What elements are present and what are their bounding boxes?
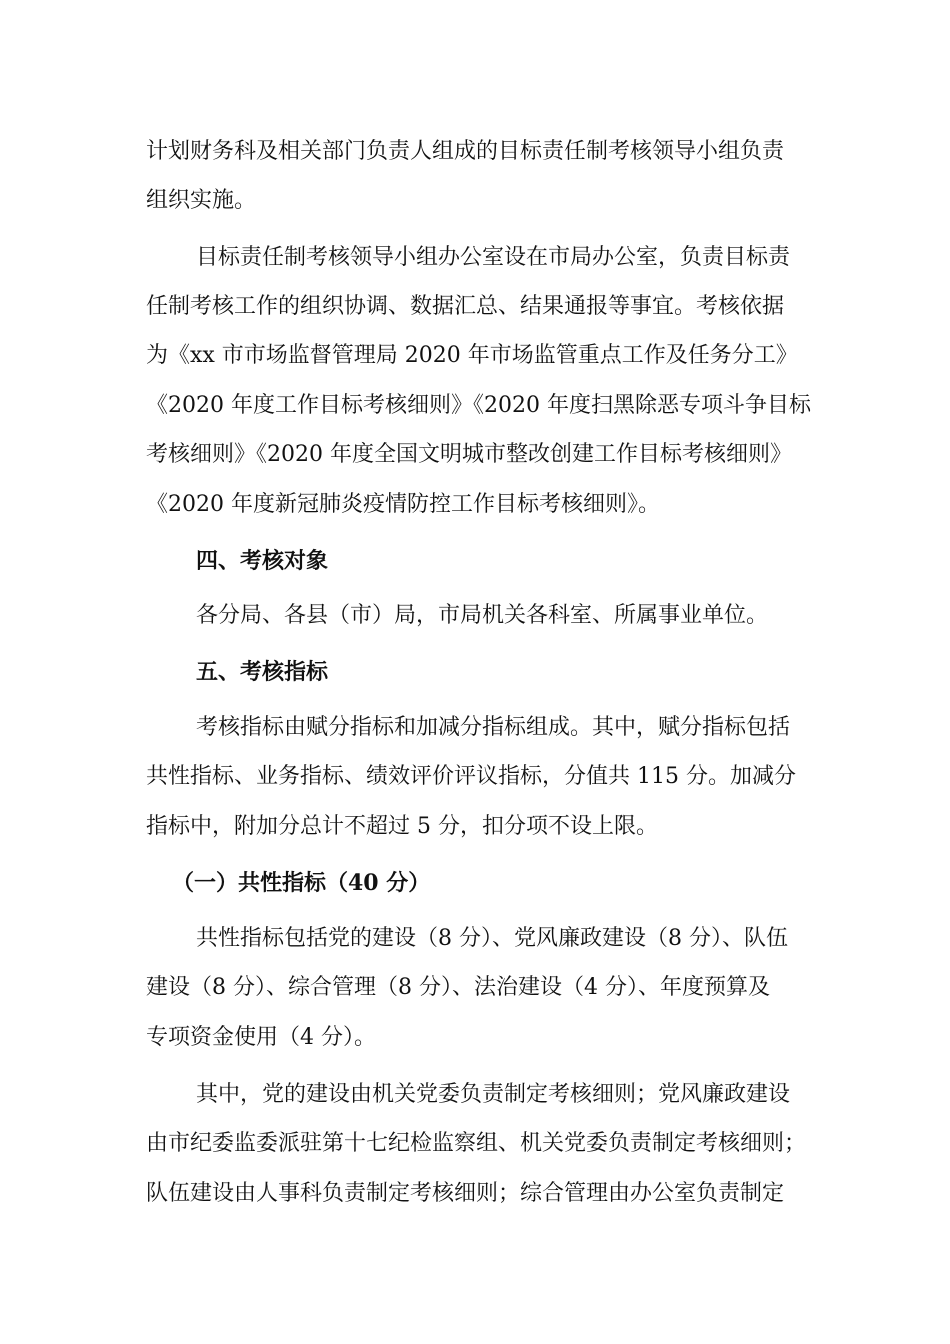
paragraph-line: 专项资金使用（4 分）。: [146, 1025, 376, 1050]
paragraph-line: 考核细则》《2020 年度全国文明城市整改创建工作目标考核细则》: [146, 442, 792, 467]
paragraph-line: 《2020 年度工作目标考核细则》《2020 年度扫黑除恶专项斗争目标: [146, 393, 811, 418]
paragraph-line: 任制考核工作的组织协调、数据汇总、结果通报等事宜。考核依据: [146, 294, 785, 319]
paragraph-line: 其中，党的建设由机关党委负责制定考核细则；党风廉政建设: [196, 1082, 791, 1107]
section-heading: 五、考核指标: [196, 659, 329, 685]
paragraph-line: 共性指标、业务指标、绩效评价评议指标，分值共 115 分。加减分: [146, 764, 796, 789]
paragraph-line: 《2020 年度新冠肺炎疫情防控工作目标考核细则》。: [146, 492, 660, 517]
paragraph-line: 由市纪委监委派驻第十七纪检监察组、机关党委负责制定考核细则；: [146, 1131, 807, 1156]
paragraph-line: 考核指标由赋分指标和加减分指标组成。其中，赋分指标包括: [196, 715, 791, 740]
paragraph-line: 为《xx 市市场监督管理局 2020 年市场监管重点工作及任务分工》: [146, 343, 798, 368]
paragraph-line: 共性指标包括党的建设（8 分）、党风廉政建设（8 分）、队伍: [196, 926, 788, 951]
paragraph-line: 队伍建设由人事科负责制定考核细则；综合管理由办公室负责制定: [146, 1181, 785, 1206]
section-heading: 四、考核对象: [196, 548, 329, 574]
paragraph-line: 各分局、各县（市）局，市局机关各科室、所属事业单位。: [196, 603, 769, 628]
subsection-heading: （一）共性指标（40 分）: [172, 870, 431, 896]
paragraph-line: 计划财务科及相关部门负责人组成的目标责任制考核领导小组负责: [146, 139, 785, 164]
paragraph-line: 组织实施。: [146, 188, 257, 213]
paragraph-line: 建设（8 分）、综合管理（8 分）、法治建设（4 分）、年度预算及: [146, 975, 770, 1000]
paragraph-line: 指标中，附加分总计不超过 5 分，扣分项不设上限。: [146, 814, 658, 839]
paragraph-line: 目标责任制考核领导小组办公室设在市局办公室，负责目标责: [196, 245, 791, 270]
